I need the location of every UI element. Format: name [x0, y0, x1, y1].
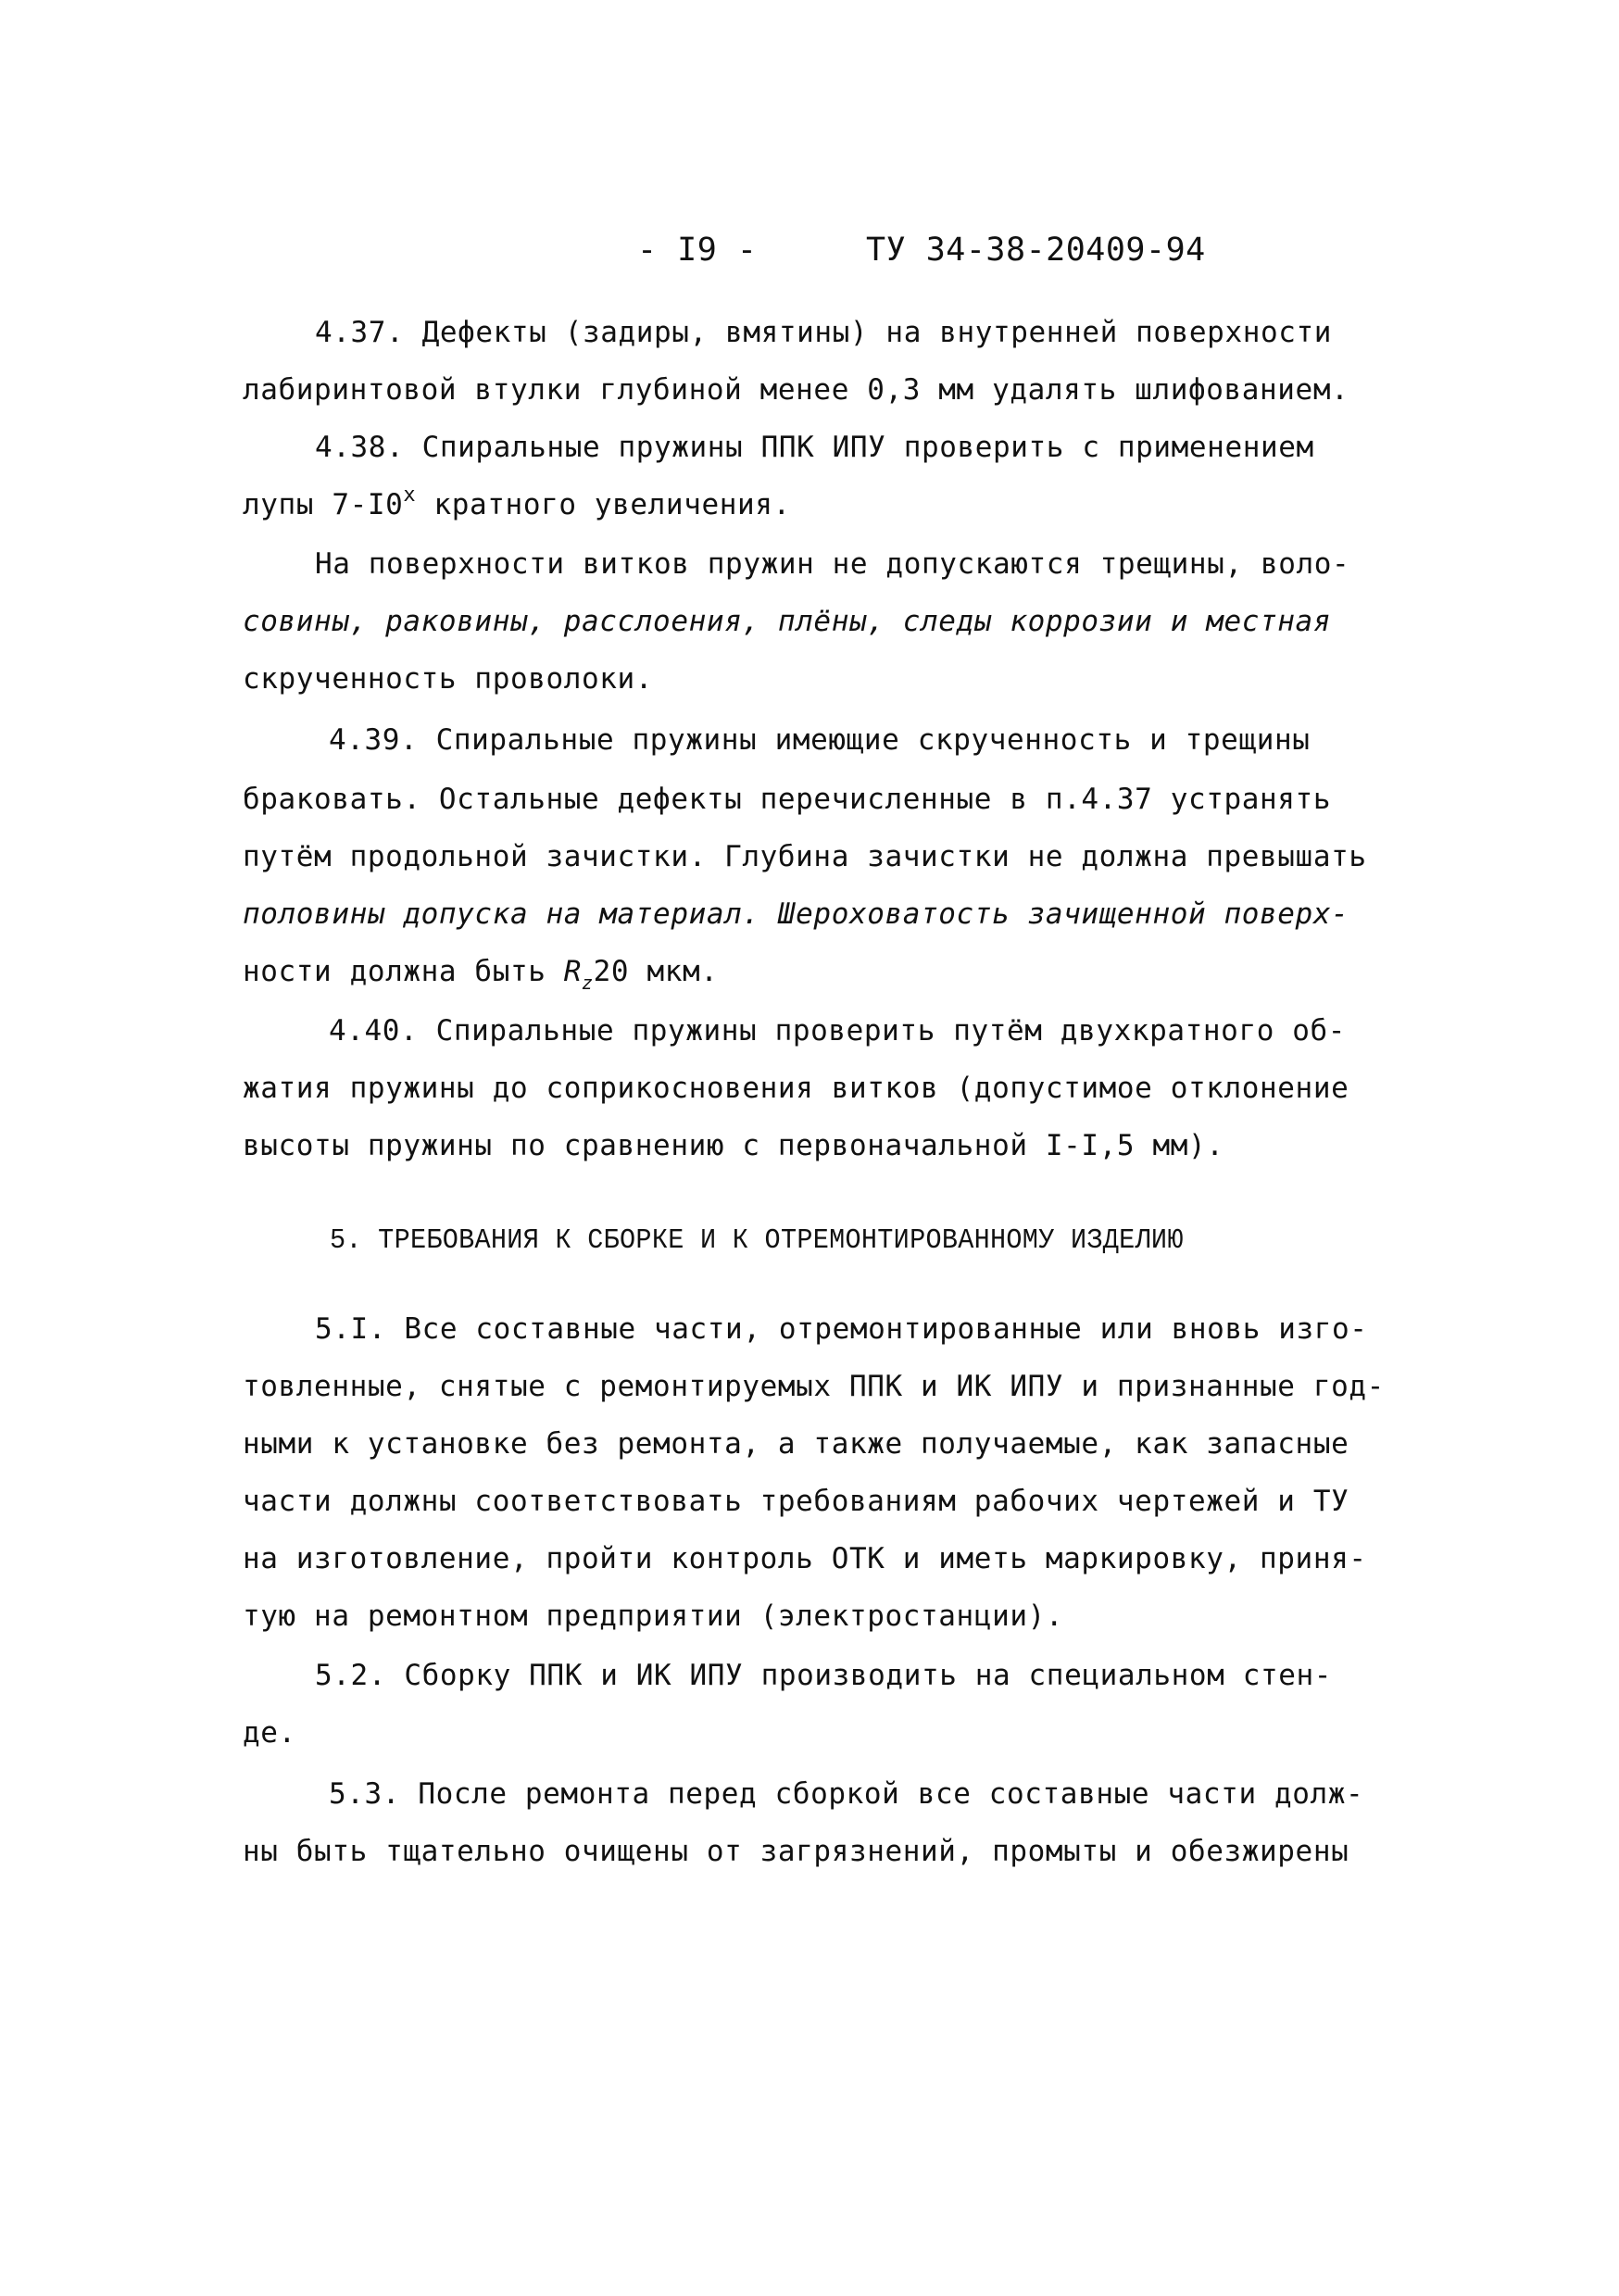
p51-line1: 5.I. Все составные части, отремонтированные или вновь изго- [315, 1312, 1368, 1346]
page-number: - I9 - [637, 232, 758, 269]
p437-line1: 4.37. Дефекты (задиры, вмятины) на внутренней поверхности [315, 316, 1333, 349]
p53-line1: 5.3. После ремонта перед сборкой все составные части долж- [329, 1777, 1364, 1811]
p438-line2-superscript: x [403, 483, 417, 507]
roughness-subscript: z [582, 972, 594, 994]
p51-line2: товленные, снятые с ремонтируемых ППК и ИК ИПУ и признанные год- [243, 1370, 1385, 1403]
roughness-symbol: R [563, 955, 583, 988]
p438-line2-a: лупы 7-I0 [243, 488, 404, 521]
p439-line5 [243, 955, 719, 994]
p438b-line3: скрученность проволоки. [243, 662, 654, 696]
p439-line1: 4.39. Спиральные пружины имеющие скрученность и трещины [329, 723, 1311, 757]
p439-line2: браковать. Остальные дефекты перечисленные в п.4.37 устранять [243, 783, 1332, 816]
p440-line1: 4.40. Спиральные пружины проверить путём двухкратного об- [329, 1014, 1347, 1048]
p437-line2: лабиринтовой втулки глубиной менее 0,3 мм удалять шлифованием. [243, 373, 1349, 407]
p51-line6: тую на ремонтном предприятии (электростанции). [243, 1600, 1064, 1633]
document-code: ТУ 34-38-20409-94 [866, 232, 1206, 269]
p440-line3: высоты пружины по сравнению с первоначальной I-I,5 мм). [243, 1129, 1224, 1162]
p439-line5-a: ности должна быть [243, 955, 564, 988]
p438-line2-b: кратного увеличения. [416, 488, 791, 521]
p53-line2: ны быть тщательно очищены от загрязнений, промыты и обезжирены [243, 1835, 1349, 1868]
p52-line2: де. [243, 1716, 296, 1750]
p440-line2: жатия пружины до соприкосновения витков (допустимое отклонение [243, 1072, 1349, 1105]
p52-line1: 5.2. Сборку ППК и ИК ИПУ производить на специальном стен- [315, 1659, 1333, 1692]
p438-line1: 4.38. Спиральные пружины ППК ИПУ проверить с применением [315, 431, 1314, 464]
p439-line3: путём продольной зачистки. Глубина зачистки не должна превышать [243, 840, 1367, 873]
section-5-heading: 5. ТРЕБОВАНИЯ К СБОРКЕ И К ОТРЕМОНТИРОВАННОМУ ИЗДЕЛИЮ [330, 1224, 1184, 1257]
p438b-line2: совины, раковины, расслоения, плёны, следы коррозии и местная [243, 605, 1332, 638]
p51-line3: ными к установке без ремонта, а также получаемые, как запасные [243, 1427, 1349, 1461]
p438b-line1: На поверхности витков пружин не допускаются трещины, воло- [315, 547, 1350, 581]
p439-line4: половины допуска на материал. Шероховатость зачищенной поверх- [243, 897, 1349, 931]
p438-line2 [243, 483, 791, 521]
p51-line4: части должны соответствовать требованиям рабочих чертежей и ТУ [243, 1485, 1349, 1518]
p439-line5-b: 20 мкм. [593, 955, 719, 988]
p51-line5: на изготовление, пройти контроль ОТК и иметь маркировку, приня- [243, 1542, 1367, 1575]
